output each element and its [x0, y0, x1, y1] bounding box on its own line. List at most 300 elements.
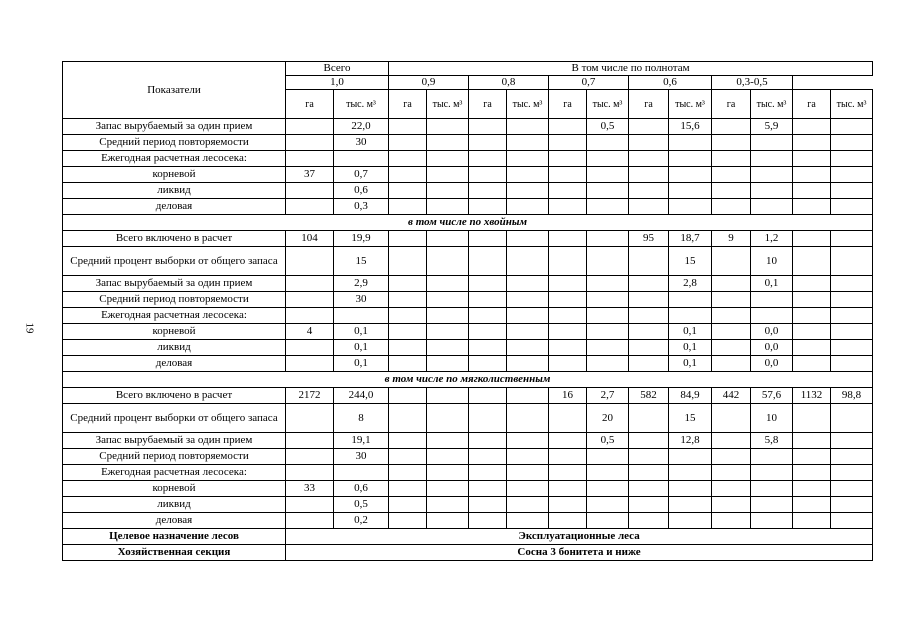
data-cell: [587, 465, 629, 481]
data-cell: [389, 231, 427, 247]
data-cell: [507, 292, 549, 308]
data-cell: [751, 449, 793, 465]
data-cell: [469, 388, 507, 404]
table-row: [63, 292, 873, 308]
data-cell: 2,9: [334, 276, 389, 292]
data-cell: [469, 433, 507, 449]
data-cell: [469, 449, 507, 465]
data-cell: [507, 513, 549, 529]
data-cell: [712, 481, 751, 497]
data-cell: [427, 292, 469, 308]
data-cell: [389, 404, 427, 433]
table-row: [63, 340, 873, 356]
data-cell: [751, 183, 793, 199]
data-cell: [507, 481, 549, 497]
data-cell: [389, 199, 427, 215]
data-cell: 0,3: [334, 199, 389, 215]
data-cell: [469, 167, 507, 183]
data-cell: [469, 481, 507, 497]
data-cell: [469, 465, 507, 481]
data-cell: [389, 433, 427, 449]
data-cell: [587, 324, 629, 340]
data-cell: [831, 199, 873, 215]
data-cell: [629, 449, 669, 465]
header-total-volume: тыс. м³: [334, 90, 389, 119]
data-cell: [669, 199, 712, 215]
data-cell: [629, 183, 669, 199]
data-cell: [669, 497, 712, 513]
data-cell: [427, 513, 469, 529]
table-row: [63, 497, 873, 513]
header-density-ha: га: [712, 90, 751, 119]
data-cell: 0,1: [669, 340, 712, 356]
data-cell: 20: [587, 404, 629, 433]
data-cell: 1,2: [751, 231, 793, 247]
data-cell: [669, 481, 712, 497]
data-cell: [286, 135, 334, 151]
data-cell: [831, 308, 873, 324]
data-cell: [507, 433, 549, 449]
data-cell: [507, 356, 549, 372]
data-cell: [549, 481, 587, 497]
data-cell: [549, 449, 587, 465]
row-label: Ежегодная расчетная лесосека:: [63, 308, 286, 324]
header-density-ha: га: [549, 90, 587, 119]
data-cell: [751, 167, 793, 183]
data-cell: 0,1: [669, 324, 712, 340]
data-cell: 0,1: [334, 340, 389, 356]
data-cell: [751, 481, 793, 497]
data-cell: [831, 276, 873, 292]
data-cell: [669, 449, 712, 465]
table-row: [63, 324, 873, 340]
footer-row: [63, 529, 873, 545]
data-cell: [712, 151, 751, 167]
row-label: Ежегодная расчетная лесосека:: [63, 151, 286, 167]
data-cell: 19,1: [334, 433, 389, 449]
data-cell: 5,9: [751, 119, 793, 135]
data-cell: [389, 135, 427, 151]
data-cell: [549, 276, 587, 292]
data-cell: 15: [669, 247, 712, 276]
table-row: [63, 433, 873, 449]
data-cell: [389, 481, 427, 497]
data-cell: [549, 199, 587, 215]
table-row: [63, 388, 873, 404]
data-cell: [389, 497, 427, 513]
data-cell: [629, 497, 669, 513]
data-cell: [469, 513, 507, 529]
data-cell: 0,1: [669, 356, 712, 372]
data-cell: 0,5: [334, 497, 389, 513]
row-label: Запас вырубаемый за один прием: [63, 276, 286, 292]
data-cell: [469, 183, 507, 199]
data-cell: [831, 356, 873, 372]
data-cell: [587, 497, 629, 513]
table-row: [63, 481, 873, 497]
data-cell: [286, 356, 334, 372]
data-cell: [629, 308, 669, 324]
data-cell: [831, 183, 873, 199]
data-cell: [793, 308, 831, 324]
forest-harvest-table: [62, 61, 873, 561]
data-cell: [507, 308, 549, 324]
data-cell: [427, 433, 469, 449]
data-cell: [629, 276, 669, 292]
data-cell: [629, 199, 669, 215]
data-cell: [712, 247, 751, 276]
data-cell: [427, 465, 469, 481]
data-cell: [286, 151, 334, 167]
row-label: Средний период повторяемости: [63, 135, 286, 151]
data-cell: [427, 276, 469, 292]
table-row: [63, 167, 873, 183]
data-cell: [549, 433, 587, 449]
data-cell: [286, 465, 334, 481]
header-density-volume: тыс. м³: [507, 90, 549, 119]
data-cell: 582: [629, 388, 669, 404]
row-label: корневой: [63, 481, 286, 497]
data-cell: [427, 324, 469, 340]
data-cell: [793, 135, 831, 151]
header-density-volume: тыс. м³: [669, 90, 712, 119]
data-cell: [469, 119, 507, 135]
data-cell: 18,7: [669, 231, 712, 247]
table-row: [63, 199, 873, 215]
data-cell: [629, 119, 669, 135]
data-cell: [507, 151, 549, 167]
header-by-density: В том числе по полнотам: [389, 62, 873, 76]
data-cell: [751, 308, 793, 324]
data-cell: [712, 183, 751, 199]
data-cell: [334, 308, 389, 324]
data-cell: [831, 513, 873, 529]
data-cell: [831, 497, 873, 513]
data-cell: [712, 167, 751, 183]
data-cell: [389, 449, 427, 465]
row-label: деловая: [63, 356, 286, 372]
data-cell: [712, 135, 751, 151]
header-density: 0,8: [469, 76, 549, 90]
footer-value: Сосна 3 бонитета и ниже: [286, 545, 873, 561]
data-cell: 0,7: [334, 167, 389, 183]
data-cell: [549, 340, 587, 356]
data-cell: [427, 151, 469, 167]
data-cell: 15: [669, 404, 712, 433]
table-row: [63, 513, 873, 529]
data-cell: 19,9: [334, 231, 389, 247]
data-cell: [469, 404, 507, 433]
data-cell: [793, 292, 831, 308]
row-label: деловая: [63, 513, 286, 529]
data-cell: [793, 513, 831, 529]
data-cell: [286, 449, 334, 465]
data-cell: [587, 276, 629, 292]
data-cell: 0,5: [587, 119, 629, 135]
data-cell: [427, 183, 469, 199]
data-cell: 104: [286, 231, 334, 247]
data-cell: [793, 465, 831, 481]
data-cell: [793, 199, 831, 215]
data-cell: [669, 292, 712, 308]
section-title: в том числе по мягколиственным: [63, 372, 873, 388]
data-cell: 10: [751, 247, 793, 276]
row-label: деловая: [63, 199, 286, 215]
data-cell: 2172: [286, 388, 334, 404]
data-cell: [712, 324, 751, 340]
data-cell: 30: [334, 135, 389, 151]
data-cell: [712, 433, 751, 449]
data-cell: [587, 356, 629, 372]
data-cell: [286, 119, 334, 135]
data-cell: [507, 276, 549, 292]
data-cell: [469, 247, 507, 276]
data-cell: [712, 292, 751, 308]
footer-row: [63, 545, 873, 561]
data-cell: [549, 151, 587, 167]
data-cell: [549, 404, 587, 433]
data-cell: [751, 513, 793, 529]
table-row: [63, 183, 873, 199]
table-row: [63, 276, 873, 292]
data-cell: [286, 276, 334, 292]
data-cell: [286, 247, 334, 276]
data-cell: [669, 151, 712, 167]
data-cell: [286, 292, 334, 308]
data-cell: [286, 340, 334, 356]
section-row: [63, 215, 873, 231]
data-cell: [831, 404, 873, 433]
data-cell: [587, 199, 629, 215]
data-cell: [587, 292, 629, 308]
data-cell: [427, 167, 469, 183]
table-row: [63, 135, 873, 151]
data-cell: [831, 119, 873, 135]
row-label: ликвид: [63, 183, 286, 199]
data-cell: 0,1: [334, 356, 389, 372]
data-cell: [712, 449, 751, 465]
data-cell: [629, 167, 669, 183]
data-cell: [669, 167, 712, 183]
data-cell: [549, 135, 587, 151]
data-cell: [389, 465, 427, 481]
row-label: Всего включено в расчет: [63, 388, 286, 404]
data-cell: [427, 356, 469, 372]
data-cell: 1132: [793, 388, 831, 404]
data-cell: [831, 324, 873, 340]
data-cell: [793, 433, 831, 449]
data-cell: 57,6: [751, 388, 793, 404]
data-cell: [389, 324, 427, 340]
data-cell: 442: [712, 388, 751, 404]
data-cell: [629, 356, 669, 372]
data-cell: [629, 292, 669, 308]
data-cell: [427, 247, 469, 276]
data-cell: [507, 497, 549, 513]
header-density-volume: тыс. м³: [587, 90, 629, 119]
data-cell: 4: [286, 324, 334, 340]
row-label: корневой: [63, 167, 286, 183]
data-cell: 30: [334, 292, 389, 308]
row-label: Всего включено в расчет: [63, 231, 286, 247]
footer-value: Эксплуатационные леса: [286, 529, 873, 545]
data-cell: [629, 247, 669, 276]
data-cell: [629, 465, 669, 481]
data-cell: [831, 340, 873, 356]
data-cell: [427, 199, 469, 215]
data-cell: 30: [334, 449, 389, 465]
row-label: ликвид: [63, 497, 286, 513]
data-cell: [549, 497, 587, 513]
row-label: Средний период повторяемости: [63, 449, 286, 465]
header-density: 0,9: [389, 76, 469, 90]
data-cell: 95: [629, 231, 669, 247]
table-row: [63, 449, 873, 465]
data-cell: [427, 388, 469, 404]
data-cell: [334, 151, 389, 167]
data-cell: [549, 119, 587, 135]
row-label: Средний процент выборки от общего запаса: [63, 404, 286, 433]
data-cell: [587, 151, 629, 167]
data-cell: [389, 340, 427, 356]
data-cell: [389, 356, 427, 372]
data-cell: 98,8: [831, 388, 873, 404]
data-cell: [549, 465, 587, 481]
data-cell: [793, 167, 831, 183]
data-cell: [389, 388, 427, 404]
data-cell: 0,0: [751, 340, 793, 356]
data-cell: [389, 167, 427, 183]
data-cell: [507, 388, 549, 404]
data-cell: [286, 513, 334, 529]
header-density-volume: тыс. м³: [751, 90, 793, 119]
data-cell: [587, 231, 629, 247]
data-cell: [507, 449, 549, 465]
data-cell: [831, 433, 873, 449]
data-cell: [712, 119, 751, 135]
data-cell: [587, 167, 629, 183]
data-cell: [286, 183, 334, 199]
header-total-ha: га: [286, 90, 334, 119]
data-cell: [587, 340, 629, 356]
data-cell: [629, 324, 669, 340]
data-cell: [793, 449, 831, 465]
data-cell: [469, 340, 507, 356]
data-cell: [831, 449, 873, 465]
data-cell: [549, 167, 587, 183]
footer-label: Хозяйственная секция: [63, 545, 286, 561]
data-cell: [587, 247, 629, 276]
data-cell: [751, 465, 793, 481]
data-cell: [629, 151, 669, 167]
data-cell: [793, 356, 831, 372]
data-cell: [712, 513, 751, 529]
data-cell: [751, 151, 793, 167]
data-cell: 22,0: [334, 119, 389, 135]
data-cell: 5,8: [751, 433, 793, 449]
data-cell: [469, 324, 507, 340]
data-cell: [549, 292, 587, 308]
section-title: в том числе по хвойным: [63, 215, 873, 231]
data-cell: [469, 135, 507, 151]
data-cell: [389, 247, 427, 276]
data-cell: [469, 199, 507, 215]
data-cell: 9: [712, 231, 751, 247]
data-cell: [712, 340, 751, 356]
data-cell: 244,0: [334, 388, 389, 404]
footer-label: Целевое назначение лесов: [63, 529, 286, 545]
data-cell: [469, 151, 507, 167]
data-cell: [712, 276, 751, 292]
table-row: [63, 151, 873, 167]
data-cell: [712, 497, 751, 513]
data-cell: 2,8: [669, 276, 712, 292]
data-cell: [286, 433, 334, 449]
data-cell: [751, 497, 793, 513]
data-cell: [712, 404, 751, 433]
data-cell: 12,8: [669, 433, 712, 449]
data-cell: [427, 404, 469, 433]
data-cell: [427, 135, 469, 151]
table-row: [63, 308, 873, 324]
data-cell: [669, 183, 712, 199]
data-cell: [469, 231, 507, 247]
data-cell: [286, 497, 334, 513]
header-density-ha: га: [469, 90, 507, 119]
data-cell: [427, 481, 469, 497]
data-cell: [629, 404, 669, 433]
data-cell: [507, 324, 549, 340]
table-row: [63, 356, 873, 372]
row-label: Запас вырубаемый за один прием: [63, 433, 286, 449]
table-row: [63, 119, 873, 135]
data-cell: 0,6: [334, 183, 389, 199]
data-cell: [793, 276, 831, 292]
data-cell: [669, 135, 712, 151]
data-cell: [549, 183, 587, 199]
data-cell: [507, 247, 549, 276]
data-cell: [587, 481, 629, 497]
data-cell: [793, 119, 831, 135]
data-cell: [793, 481, 831, 497]
data-cell: [507, 465, 549, 481]
data-cell: [831, 167, 873, 183]
data-cell: [286, 308, 334, 324]
data-cell: [793, 231, 831, 247]
data-cell: [469, 292, 507, 308]
page-number: 19: [23, 322, 36, 334]
header-total: Всего: [286, 62, 389, 76]
data-cell: [389, 513, 427, 529]
data-cell: [427, 497, 469, 513]
data-cell: [831, 292, 873, 308]
data-cell: [389, 276, 427, 292]
data-cell: [629, 135, 669, 151]
data-cell: [427, 231, 469, 247]
data-cell: [507, 199, 549, 215]
row-label: Запас вырубаемый за один прием: [63, 119, 286, 135]
data-cell: [751, 135, 793, 151]
row-label: Средний процент выборки от общего запаса: [63, 247, 286, 276]
data-cell: [793, 340, 831, 356]
data-cell: 16: [549, 388, 587, 404]
data-cell: 84,9: [669, 388, 712, 404]
header-density: 1,0: [286, 76, 389, 90]
data-cell: [793, 247, 831, 276]
data-cell: [712, 308, 751, 324]
data-cell: [587, 449, 629, 465]
data-cell: [427, 119, 469, 135]
